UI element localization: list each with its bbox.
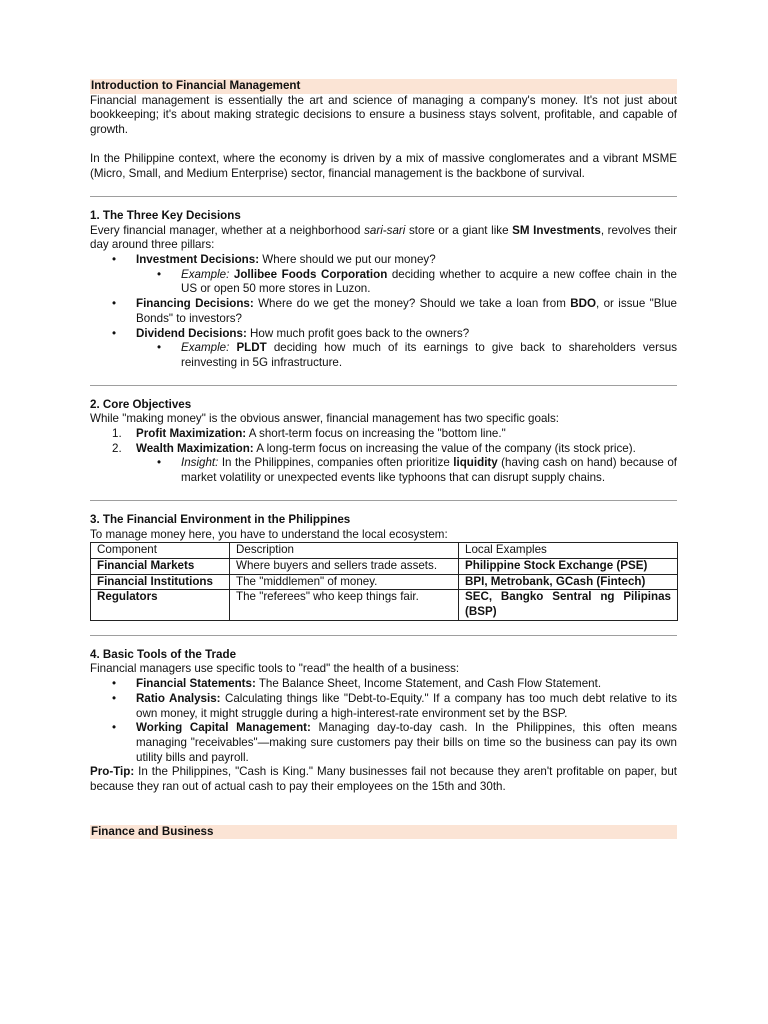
table-cell: BPI, Metrobank, GCash (Fintech) (459, 574, 678, 590)
list-item-statements: • Financial Statements: The Balance Sheet, Income Statement, and Cash Flow Statement. (112, 677, 602, 691)
section-1-intro: Every financial manager, whether at a neighborhood sari-sari store or a giant like SM Investments, revolves their day around three pillars: (90, 223, 677, 252)
table-row (91, 558, 678, 574)
list-item-ratio: • Ratio Analysis: Calculating things like "Debt-to-Equity." If a company has too much debt relative to its own money, it might struggle during a high-interest-rate environment set by the BSP. (112, 691, 678, 720)
table-row (91, 574, 678, 590)
section-4-intro: Financial managers use specific tools to "read" the health of a business: (90, 662, 460, 676)
section-4-heading: 4. Basic Tools of the Trade (90, 647, 237, 661)
table-cell: The "middlemen" of money. (230, 574, 459, 590)
pro-tip: Pro-Tip: In the Philippines, "Cash is King." Many businesses fail not because they aren't profitable on paper, but because they ran out of actual cash to pay their employees on the 15th and 30th. (90, 765, 677, 794)
table-cell: Philippine Stock Exchange (PSE) (459, 558, 678, 574)
environment-table (90, 542, 678, 621)
objectives-list (90, 427, 677, 486)
document-body (90, 79, 677, 839)
table-cell: The "referees" who keep things fair. (230, 590, 459, 620)
bullet-icon: • (112, 691, 117, 705)
table-cell: Financial Markets (91, 558, 230, 574)
section-2-intro: While "making money" is the obvious answer, financial management has two specific goals: (90, 412, 559, 426)
table-cell: Regulators (91, 590, 230, 620)
list-item-insight: • Insight: In the Philippines, companies often prioritize liquidity (having cash on hand) because of market volatility or unexpected events like typhoons that can disrupt supply chains. (157, 456, 677, 485)
bullet-icon: • (112, 297, 117, 311)
bullet-icon: • (157, 341, 162, 355)
list-item-dividend: • Dividend Decisions: How much profit goes back to the owners? (112, 326, 470, 340)
section-2-heading: 2. Core Objectives (90, 397, 192, 411)
intro-paragraph-1: Financial management is essentially the art and science of managing a company's money. It's not just about bookkeeping; it's about making strategic decisions to ensure a business stays solvent, profitable, and capable of growth. (90, 93, 677, 137)
next-section-heading: Finance and Business (90, 825, 677, 840)
bullet-icon: • (112, 677, 117, 691)
table-header-cell: Local Examples (459, 543, 678, 559)
list-item-wealth: 2. Wealth Maximization: A long-term focus on increasing the value of the company (its stock price). (112, 441, 636, 455)
table-header-cell: Component (91, 543, 230, 559)
table-header-cell: Description (230, 543, 459, 559)
list-item-dividend-example: • Example: PLDT deciding how much of its earnings to give back to shareholders versus reinvesting in 5G infrastructure. (157, 341, 677, 369)
bullet-icon: • (157, 456, 162, 470)
list-item-working-capital: • Working Capital Management: Managing day-to-day cash. In the Philippines, this often means managing "receivables"—making sure customers pay their bills on time so the business can pay its own utility bills and payroll. (112, 721, 677, 764)
table-cell: Financial Institutions (91, 574, 230, 590)
list-item-financing: • Financing Decisions: Where do we get the money? Should we take a loan from BDO, or issue "Blue Bonds" to investors? (112, 297, 677, 325)
table-cell: Where buyers and sellers trade assets. (230, 558, 459, 574)
section-3-intro: To manage money here, you have to understand the local ecosystem: (90, 527, 448, 541)
tools-list (90, 677, 677, 765)
section-1-heading: 1. The Three Key Decisions (90, 208, 241, 222)
intro-heading: Introduction to Financial Management (90, 79, 677, 94)
bullet-icon: • (112, 253, 117, 266)
list-item-investment: • Investment Decisions: Where should we put our money? (112, 253, 436, 266)
table-cell: SEC, Bangko Sentral ng Pilipinas (BSP) (459, 590, 678, 620)
intro-paragraph-2: In the Philippine context, where the economy is driven by a mix of massive conglomerates and a vibrant MSME (Micro, Small, and Medium Enterprise) sector, financial management is the backbone of survival. (90, 152, 677, 181)
bullet-icon: • (157, 267, 162, 281)
list-item-investment-example: • Example: Jollibee Foods Corporation deciding whether to acquire a new coffee chain in the US or open 50 more stores in Luzon. (157, 267, 677, 296)
table-header-row (91, 543, 678, 559)
section-3-heading: 3. The Financial Environment in the Philippines (90, 512, 351, 526)
list-item-profit: 1. Profit Maximization: A short-term focus on increasing the "bottom line." (112, 427, 506, 441)
bullet-icon: • (112, 721, 117, 735)
table-row (91, 590, 678, 620)
bullet-icon: • (112, 326, 117, 340)
decisions-list (90, 253, 677, 371)
